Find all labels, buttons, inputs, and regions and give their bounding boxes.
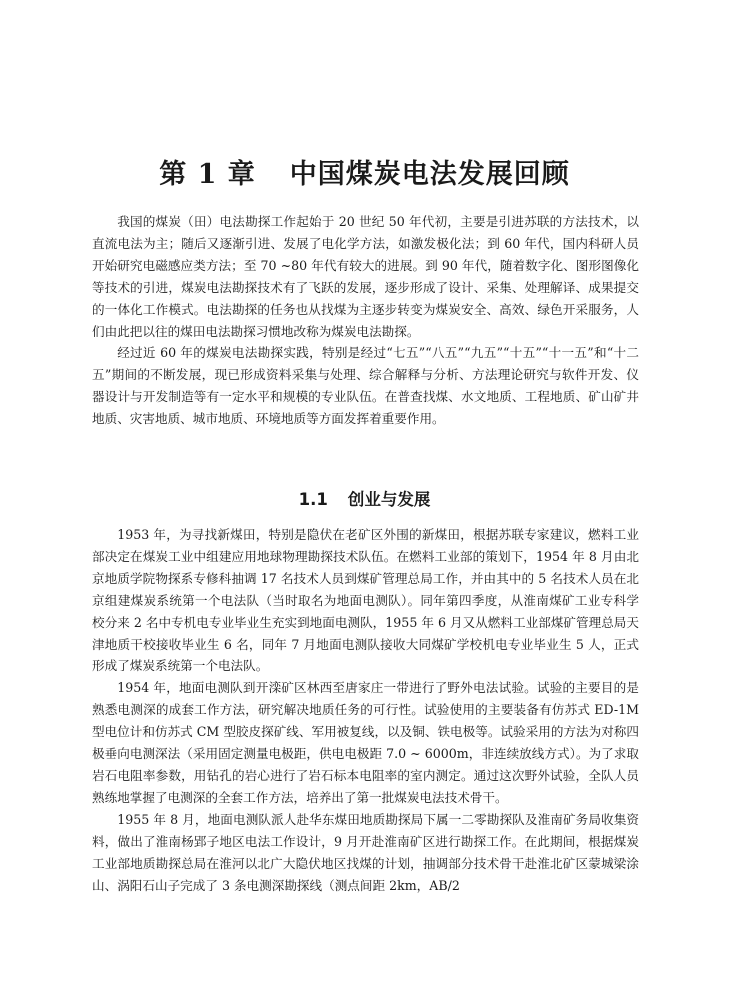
paragraph: 1954 年，地面电测队到开滦矿区林西至唐家庄一带进行了野外电法试验。试验的主要目的是熟悉电测深的成套工作方法，研究解决地质任务的可行性。试验使用的主要装备有仿苏式 ED-1M 型电位计和仿苏式 CM 型胶皮探矿线、军用被复线，以及铜、铁电极等。试验采用的方法为对称四极垂向电测深法（采用固定测量电极距，供电电极距 7.0 ~ 6000m，非连续放线方式）。为了求取岩石电阻率参数，用钻孔的岩心进行了岩石标本电阻率的室内测定。通过这次野外试验，全队人员熟练地掌握了电测深的全套工作方法，培养出了第一批煤炭电法技术骨干。 bbox=[92, 680, 639, 805]
chapter-title: 中国煤炭电法发展回顾 bbox=[289, 159, 570, 190]
paragraph: 1955 年 8 月，地面电测队派人赴华东煤田地质勘探局下属一二零勘探队及淮南矿务局收集资料，做出了淮南杨郢子地区电法工作设计，9 月开赴淮南矿区进行勘探工作。在此期间，根据煤炭工业部地质勘探总局在淮河以北广大隐伏地区找煤的计划，抽调部分技术骨干赴淮北矿区蒙城梁涂山、涡阳石山子完成了 3 条电测深勘探线（测点间距 2km，AB/2 bbox=[92, 811, 639, 893]
section-number: 1.1 bbox=[298, 490, 328, 509]
section-text-block bbox=[92, 524, 639, 896]
paragraph: 1953 年，为寻找新煤田，特别是隐伏在老矿区外围的新煤田，根据苏联专家建议，燃料工业部决定在煤炭工业中组建应用地球物理勘探技术队伍。在燃料工业部的策划下，1954 年 8 月由北京地质学院物探系专修科抽调 17 名技术人员到煤矿管理总局工作，并由其中的 5 名技术人员在北京组建煤炭系统第一个电法队（当时取名为地面电测队）。同年第四季度，从淮南煤矿工业专科学校分来 2 名中专机电专业毕业生充实到地面电测队，1955 年 6 月又从燃料工业部煤矿管理总局天津地质干校接收毕业生 6 名，同年 7 月地面电测队接收大同煤矿学校机电专业毕业生 5 人，正式形成了煤炭系统第一个电法队。 bbox=[92, 527, 639, 674]
intro-text-block bbox=[92, 211, 639, 430]
paragraph: 经过近 60 年的煤炭电法勘探实践，特别是经过“七五”“八五”“九五”“十五”“十一五”和“十二五”期间的不断发展，现已形成资料采集与处理、综合解释与分析、方法理论研究与软件开发、仪器设计与开发制造等有一定水平和规模的专业队伍。在普查找煤、水文地质、工程地质、矿山矿井地质、灾害地质、城市地质、环境地质等方面发挥着重要作用。 bbox=[92, 345, 639, 427]
section-heading bbox=[0, 486, 729, 514]
paragraph: 我国的煤炭（田）电法勘探工作起始于 20 世纪 50 年代初，主要是引进苏联的方法技术，以直流电法为主；随后又逐渐引进、发展了电化学方法，如激发极化法；到 60 年代，国内科研人员开始研究电磁感应类方法；至 70 ~80 年代有较大的进展。到 90 年代，随着数字化、图形图像化等技术的引进，煤炭电法勘探技术有了飞跃的发展，逐步形成了设计、采集、处理解译、成果提交的一体化工作模式。电法勘探的任务也从找煤为主逐步转变为煤炭安全、高效、绿色开采服务，人们由此把以往的煤田电法勘探习惯地改称为煤炭电法勘探。 bbox=[92, 214, 639, 339]
section-title: 创业与发展 bbox=[347, 490, 431, 509]
chapter-heading bbox=[0, 155, 729, 195]
chapter-number: 第 1 章 bbox=[159, 159, 256, 190]
